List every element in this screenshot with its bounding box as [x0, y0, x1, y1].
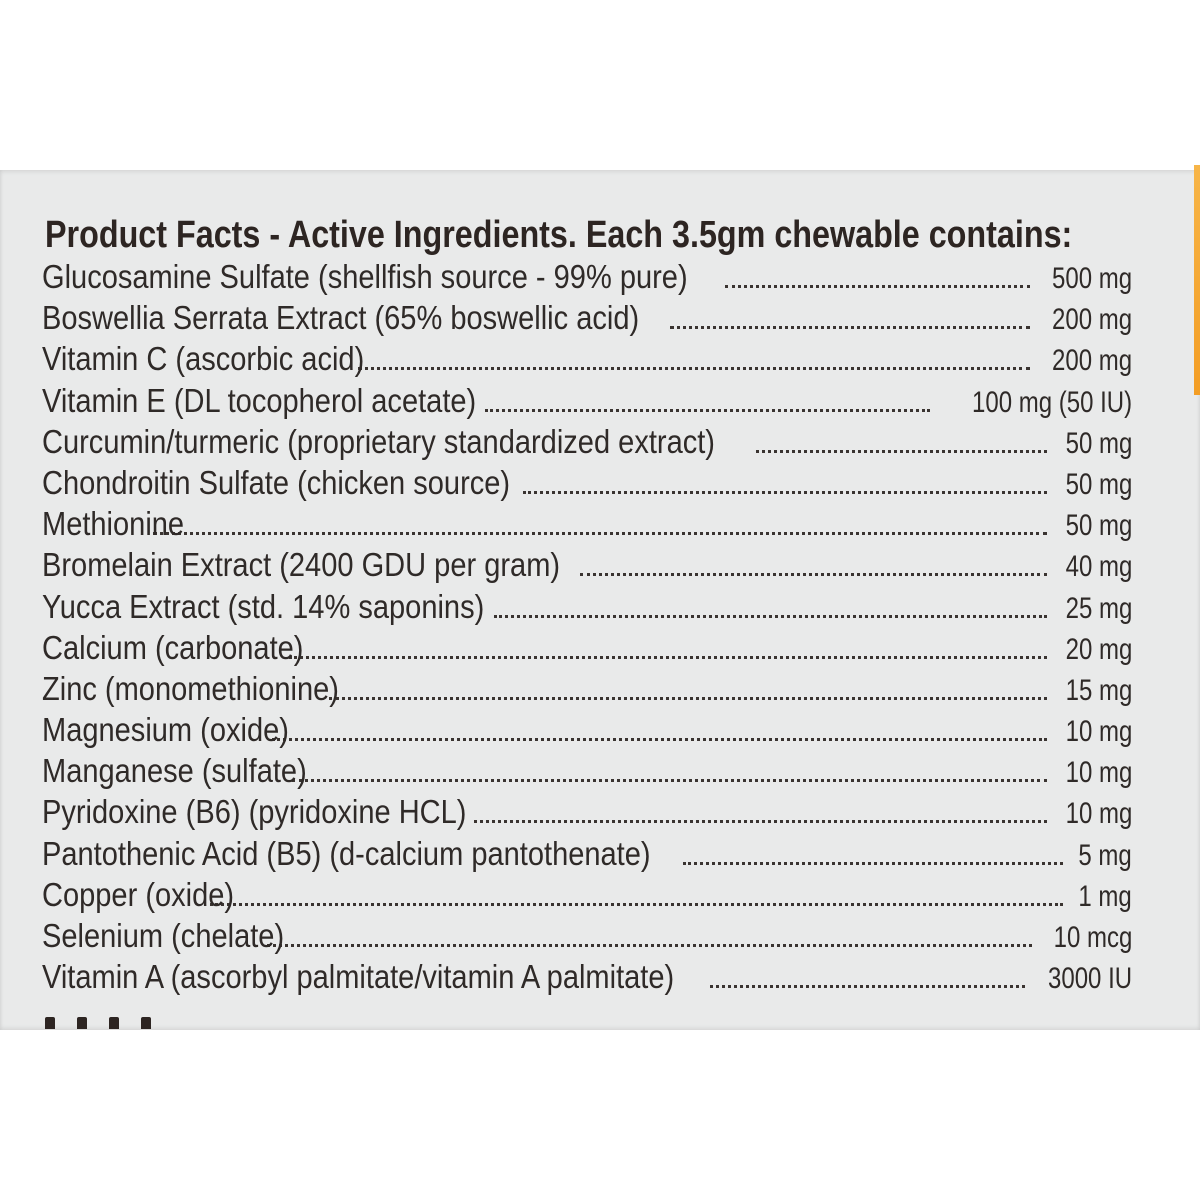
ingredient-name: Zinc (monomethionine)	[42, 669, 339, 707]
ingredient-row	[42, 338, 1132, 379]
ingredient-amount: 5 mg	[1078, 838, 1132, 872]
ingredient-amount: 50 mg	[1065, 426, 1132, 460]
ingredient-row	[42, 627, 1132, 668]
ingredient-amount: 3000 IU	[1047, 962, 1132, 996]
ingredient-name: Magnesium (oxide)	[42, 711, 289, 749]
ingredient-row	[42, 503, 1132, 544]
glyph-fragment	[77, 1017, 87, 1029]
ingredient-amount: 1 mg	[1078, 879, 1132, 913]
ingredient-row	[42, 462, 1132, 503]
ingredient-list	[42, 256, 1132, 997]
ingredient-row	[42, 750, 1132, 791]
dot-leader	[272, 738, 1046, 741]
cut-off-text-fragment	[45, 1017, 245, 1029]
ingredient-name: Vitamin E (DL tocopherol acetate)	[42, 381, 477, 419]
ingredient-amount: 10 mcg	[1053, 921, 1132, 954]
ingredient-row	[42, 956, 1132, 997]
dot-leader	[725, 285, 1030, 288]
dot-leader	[153, 532, 1047, 535]
ingredient-name: Methionine	[42, 505, 185, 543]
ingredient-amount: 200 mg	[1051, 303, 1132, 337]
ingredient-name: Vitamin C (ascorbic acid)	[42, 340, 365, 378]
ingredient-name: Calcium (carbonate)	[42, 628, 304, 666]
glyph-fragment	[45, 1017, 55, 1029]
ingredient-amount: 25 mg	[1065, 591, 1132, 625]
ingredient-name: Chondroitin Sulfate (chicken source)	[42, 463, 511, 501]
ingredient-row	[42, 791, 1132, 832]
ingredient-amount: 20 mg	[1065, 632, 1132, 666]
ingredient-row	[42, 380, 1132, 421]
glyph-fragment	[109, 1017, 119, 1029]
product-facts-heading: Product Facts - Active Ingredients. Each 3.5gm chewable contains:	[45, 214, 1073, 256]
package-edge-accent	[1194, 165, 1200, 395]
dot-leader	[329, 697, 1047, 700]
dot-leader	[756, 450, 1046, 453]
dot-leader	[292, 779, 1046, 782]
dot-leader	[210, 903, 1064, 906]
ingredient-amount: 200 mg	[1051, 344, 1132, 378]
ingredient-amount: 500 mg	[1051, 262, 1132, 295]
dot-leader	[710, 985, 1025, 988]
ingredient-name: Vitamin A (ascorbyl palmitate/vitamin A palmitate)	[42, 958, 675, 996]
ingredient-name: Pantothenic Acid (B5) (d-calcium pantothenate)	[42, 834, 651, 872]
ingredient-name: Glucosamine Sulfate (shellfish source - 99% pure)	[42, 258, 688, 295]
dot-leader	[267, 944, 1032, 947]
ingredient-name: Bromelain Extract (2400 GDU per gram)	[42, 546, 561, 584]
ingredient-row	[42, 668, 1132, 709]
ingredient-name: Yucca Extract (std. 14% saponins)	[42, 587, 485, 625]
ingredient-name: Copper (oxide)	[42, 875, 235, 913]
dot-leader	[289, 656, 1047, 659]
ingredient-row	[42, 544, 1132, 585]
dot-leader	[485, 409, 930, 412]
ingredient-row	[42, 256, 1132, 297]
ingredient-amount: 40 mg	[1065, 550, 1132, 584]
dot-leader	[580, 573, 1046, 576]
dot-leader	[358, 367, 1030, 370]
ingredient-amount: 10 mg	[1065, 715, 1132, 749]
ingredient-row	[42, 297, 1132, 338]
dot-leader	[494, 615, 1047, 618]
ingredient-name: Pyridoxine (B6) (pyridoxine HCL)	[42, 793, 467, 831]
ingredient-name: Curcumin/turmeric (proprietary standardized extract)	[42, 422, 715, 460]
glyph-fragment	[141, 1017, 151, 1029]
ingredient-row	[42, 833, 1132, 874]
ingredient-amount: 10 mg	[1065, 756, 1132, 790]
ingredient-row	[42, 421, 1132, 462]
ingredient-row	[42, 709, 1132, 750]
ingredient-amount: 50 mg	[1065, 467, 1132, 501]
dot-leader	[474, 820, 1047, 823]
ingredient-row	[42, 586, 1132, 627]
dot-leader	[683, 862, 1063, 865]
ingredient-amount: 10 mg	[1065, 797, 1132, 831]
ingredient-row	[42, 874, 1132, 915]
dot-leader	[670, 326, 1030, 329]
ingredient-amount: 15 mg	[1065, 673, 1132, 707]
ingredient-name: Manganese (sulfate)	[42, 752, 307, 790]
ingredient-amount: 100 mg (50 IU)	[971, 385, 1132, 419]
dot-leader	[523, 491, 1046, 494]
ingredient-row	[42, 915, 1132, 956]
ingredient-name: Selenium (chelate)	[42, 917, 285, 954]
ingredient-name: Boswellia Serrata Extract (65% boswellic acid)	[42, 299, 640, 337]
ingredient-amount: 50 mg	[1065, 509, 1132, 543]
